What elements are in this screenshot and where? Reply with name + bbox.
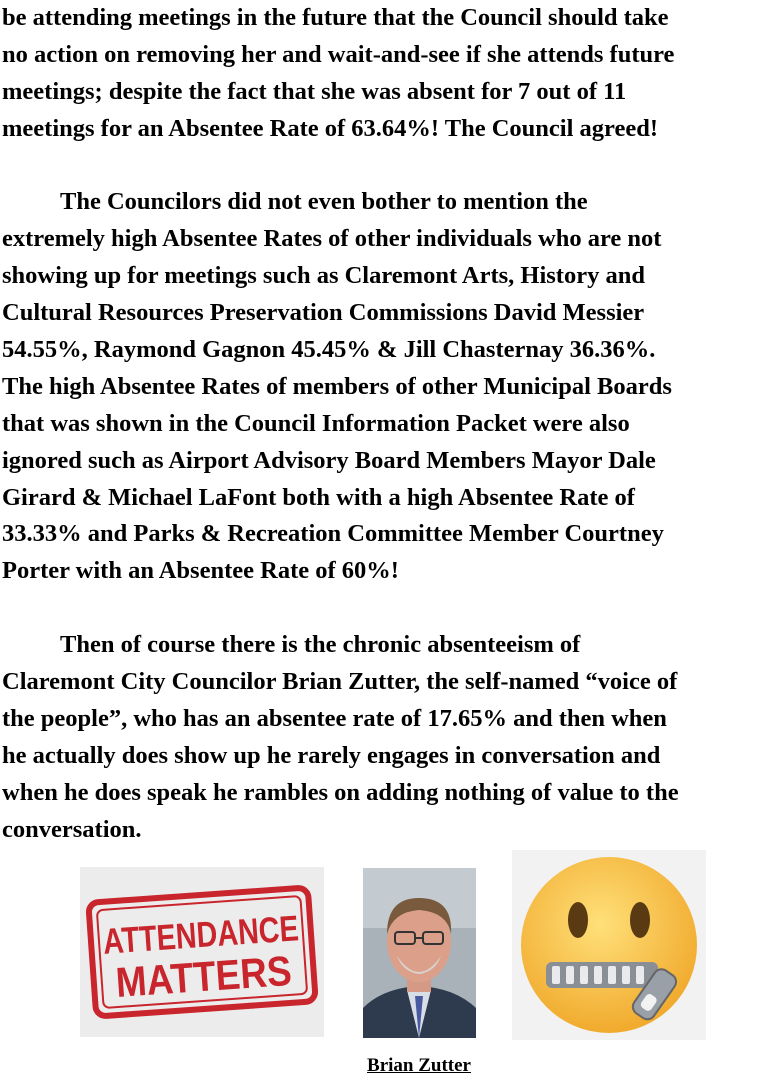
text-line: The Councilors did not even bother to mention the	[60, 188, 588, 216]
person-portrait-graphic	[363, 868, 476, 1038]
text-line: 33.33% and Parks & Recreation Committee Member Courtney	[2, 520, 664, 548]
paragraph-3	[2, 627, 781, 848]
brian-zutter-photo	[363, 868, 476, 1038]
stamp-line2: MATTERS	[114, 945, 317, 1007]
text-line: when he does speak he rambles on adding nothing of value to the	[2, 778, 679, 806]
text-line: Then of course there is the chronic absenteeism of	[60, 631, 581, 659]
text-line: Cultural Resources Preservation Commissions David Messier	[2, 299, 645, 327]
text-line: 54.55%, Raymond Gagnon 45.45% & Jill Chasternay 36.36%.	[2, 336, 656, 364]
text-line: he actually does show up he rarely engages in conversation and	[2, 741, 661, 769]
text-line: Porter with an Absentee Rate of 60%!	[2, 557, 399, 585]
text-line: no action on removing her and wait-and-see if she attends future	[2, 40, 675, 68]
attendance-matters-stamp-image	[80, 867, 350, 1037]
text-line: The high Absentee Rates of members of other Municipal Boards	[2, 372, 672, 400]
paragraph-1	[2, 0, 781, 148]
zipper-mouth-face-icon	[512, 850, 706, 1040]
paragraph-2	[2, 184, 781, 590]
text-line: Claremont City Councilor Brian Zutter, the self-named “voice of	[2, 668, 678, 696]
article-body	[2, 0, 781, 848]
text-line: Girard & Michael LaFont both with a high Absentee Rate of	[2, 483, 635, 511]
photo-caption: Brian Zutter	[367, 1055, 471, 1076]
text-line: the people”, who has an absentee rate of 17.65% and then when	[2, 704, 667, 732]
text-line: meetings; despite the fact that she was absent for 7 out of 11	[2, 77, 627, 105]
paragraph-gap	[2, 148, 781, 185]
text-line: showing up for meetings such as Claremont Arts, History and	[2, 262, 645, 290]
paragraph-gap	[2, 590, 781, 627]
text-line: that was shown in the Council Information Packet were also	[2, 409, 630, 437]
attendance-stamp-graphic	[80, 867, 350, 1037]
text-line: extremely high Absentee Rates of other individuals who are not	[2, 225, 662, 253]
stamp-line1: ATTENDANCE	[101, 903, 350, 962]
text-line: ignored such as Airport Advisory Board Members Mayor Dale	[2, 446, 656, 474]
emoji-graphic	[512, 850, 706, 1040]
text-line: conversation.	[2, 815, 142, 843]
text-line: be attending meetings in the future that the Council should take	[2, 4, 669, 31]
text-line: meetings for an Absentee Rate of 63.64%! The Council agreed!	[2, 114, 658, 142]
